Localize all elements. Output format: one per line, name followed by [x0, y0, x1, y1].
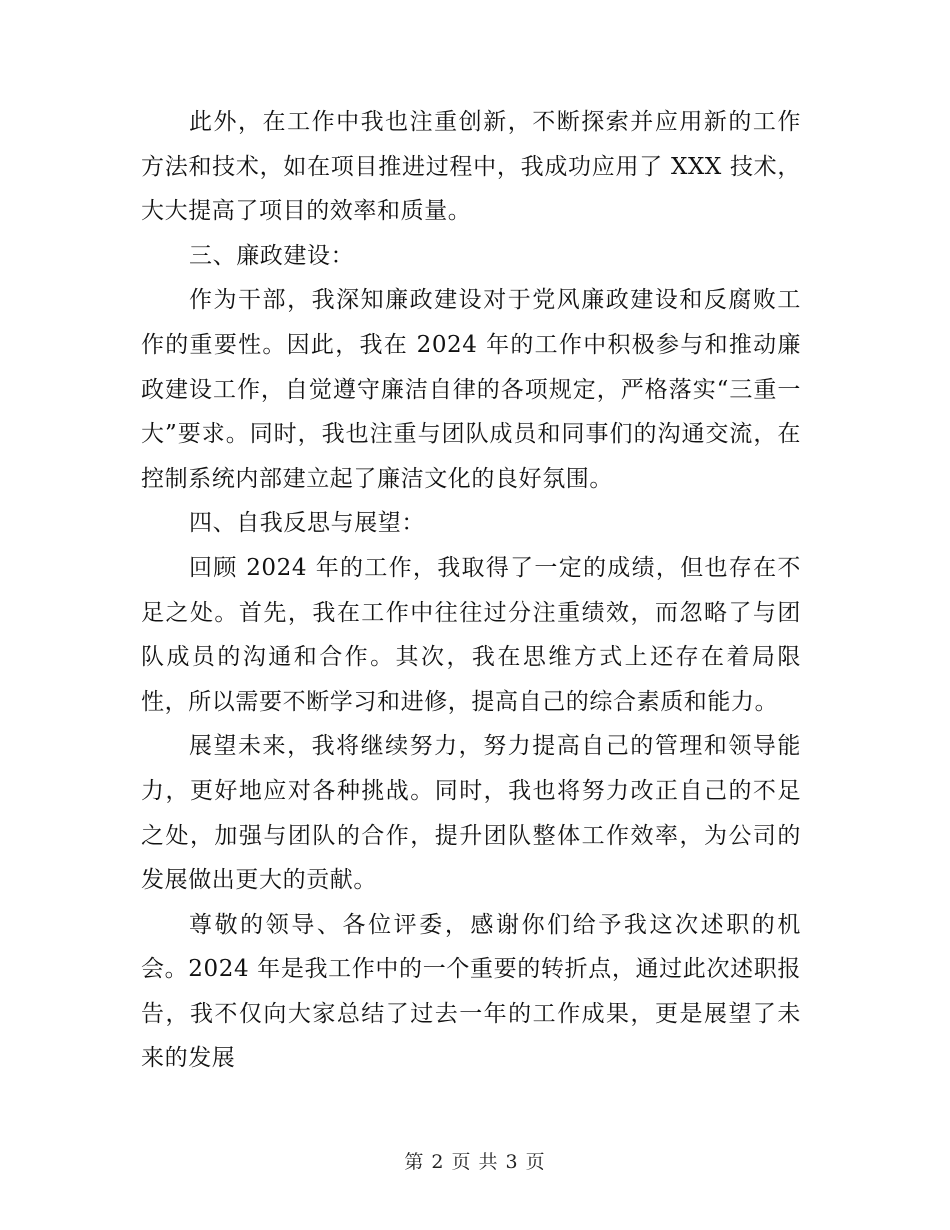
paragraph-closing: 尊敬的领导、各位评委，感谢你们给予我这次述职的机会。2024 年是我工作中的一个重要的转折点，通过此次述职报告，我不仅向大家总结了过去一年的工作成果，更是展望了未来的发展: [141, 911, 801, 1072]
paragraph-outlook: 展望未来，我将继续努力，努力提高自己的管理和领导能力，更好地应对各种挑战。同时，我也将努力改正自己的不足之处，加强与团队的合作，提升团队整体工作效率，为公司的发展做出更大的贡献。: [141, 733, 801, 894]
page-footer: 第 2 页 共 3 页: [404, 1151, 546, 1173]
paragraph-reflection: 回顾 2024 年的工作，我取得了一定的成绩，但也存在不足之处。首先，我在工作中往往过分注重绩效，而忽略了与团队成员的沟通和合作。其次，我在思维方式上还存在着局限性，所以需要不断学习和进修，提高自己的综合素质和能力。: [141, 554, 801, 715]
document-body: [141, 100, 801, 1081]
section-heading-integrity: 三、廉政建设：: [189, 242, 355, 269]
paragraph-integrity: 作为干部，我深知廉政建设对于党风廉政建设和反腐败工作的重要性。因此，我在 2024 年的工作中积极参与和推动廉政建设工作，自觉遵守廉洁自律的各项规定，严格落实“三重一大”要求。同时，我也注重与团队成员和同事们的沟通交流，在控制系统内部建立起了廉洁文化的良好氛围。: [141, 287, 801, 492]
paragraph-innovation: 此外，在工作中我也注重创新，不断探索并应用新的工作方法和技术，如在项目推进过程中，我成功应用了 XXX 技术，大大提高了项目的效率和质量。: [141, 109, 801, 225]
section-heading-reflection: 四、自我反思与展望：: [189, 510, 425, 537]
